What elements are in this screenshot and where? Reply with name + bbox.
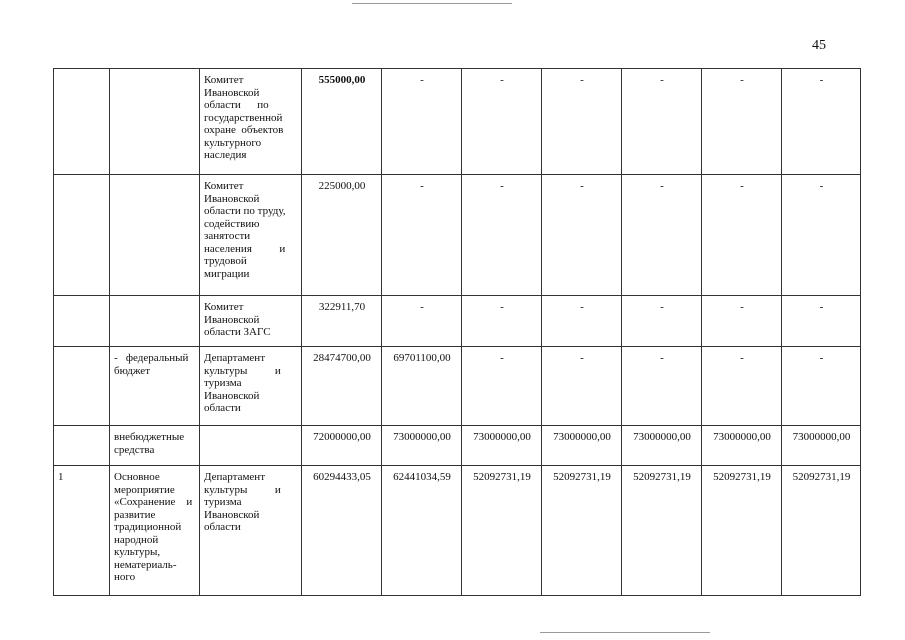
responsible-line: Ивановской [204, 389, 260, 402]
responsible-line: области [204, 521, 241, 533]
value-cell-year-6: - [702, 296, 782, 347]
value-cell-year-4: 52092731,19 [542, 466, 622, 596]
value-cell-year-2: - [382, 175, 462, 296]
row-number-cell [54, 175, 110, 296]
value-cell-year-6: - [702, 69, 782, 175]
value-cell-year-4: - [542, 175, 622, 296]
value-cell-year-7: - [782, 347, 861, 426]
bottom-scan-line [540, 632, 710, 633]
responsible-line: содействию [204, 217, 260, 230]
top-scan-line [352, 3, 512, 4]
responsible-line: Ивановской [204, 313, 260, 326]
item-name-cell [110, 69, 200, 175]
responsible-line: занятости [204, 230, 251, 242]
responsible-line: Комитет [204, 301, 244, 313]
responsible-line: туризма [204, 496, 242, 508]
item-name-cell [110, 175, 200, 296]
value-cell-year-7: - [782, 69, 861, 175]
value-cell-year-7: - [782, 175, 861, 296]
value-cell-year-1: 225000,00 [302, 175, 382, 296]
item-name-line: нематериаль- [114, 558, 177, 571]
responsible-cell [200, 466, 302, 596]
item-name-cell [110, 296, 200, 347]
value-cell-year-1: 72000000,00 [302, 426, 382, 466]
value-cell-year-3: - [462, 347, 542, 426]
table-body [54, 69, 861, 596]
responsible-cell [200, 175, 302, 296]
table-row [54, 426, 861, 466]
responsible-line: трудовой [204, 255, 247, 267]
table-row [54, 296, 861, 347]
value-cell-year-7: 73000000,00 [782, 426, 861, 466]
value-cell-year-6: - [702, 347, 782, 426]
value-cell-year-2: - [382, 296, 462, 347]
value-cell-year-6: 73000000,00 [702, 426, 782, 466]
responsible-line: Департамент [204, 352, 266, 364]
row-number-cell [54, 296, 110, 347]
responsible-line: области по труду, [204, 205, 286, 217]
responsible-line: области по [204, 99, 269, 111]
value-cell-year-1: 60294433,05 [302, 466, 382, 596]
responsible-cell [200, 69, 302, 175]
responsible-line: Ивановской [204, 86, 260, 99]
item-name-line: народной [114, 533, 159, 546]
item-name-line: «Сохранение и [114, 496, 193, 508]
item-name-line: внебюджетные [114, 431, 185, 443]
value-cell-year-5: 52092731,19 [622, 466, 702, 596]
item-name-line: мероприятие [114, 483, 175, 496]
value-cell-year-4: - [542, 347, 622, 426]
item-name-line: Основное [114, 471, 160, 483]
value-cell-year-4: - [542, 296, 622, 347]
value-cell-year-1: 555000,00 [302, 69, 382, 175]
row-number-cell [54, 426, 110, 466]
value-cell-year-5: - [622, 347, 702, 426]
responsible-line: Комитет [204, 74, 244, 86]
value-cell-year-3: - [462, 69, 542, 175]
responsible-line: наследия [204, 149, 247, 161]
item-name-line: бюджет [114, 364, 150, 377]
responsible-line: области ЗАГС [204, 326, 271, 338]
responsible-line: населения и [204, 242, 286, 255]
value-cell-year-5: 73000000,00 [622, 426, 702, 466]
responsible-line: туризма [204, 377, 242, 389]
value-cell-year-1: 28474700,00 [302, 347, 382, 426]
value-cell-year-2: - [382, 69, 462, 175]
table-row [54, 175, 861, 296]
value-cell-year-7: - [782, 296, 861, 347]
responsible-line: Ивановской [204, 508, 260, 521]
table-row [54, 69, 861, 175]
item-name-cell [110, 347, 200, 426]
responsible-cell [200, 347, 302, 426]
value-cell-year-3: 73000000,00 [462, 426, 542, 466]
responsible-cell [200, 426, 302, 466]
row-number-cell: 1 [54, 466, 110, 596]
value-cell-year-6: 52092731,19 [702, 466, 782, 596]
item-name-line: культуры, [114, 546, 161, 558]
value-cell-year-1: 322911,70 [302, 296, 382, 347]
responsible-line: миграции [204, 267, 250, 280]
value-cell-year-5: - [622, 296, 702, 347]
value-cell-year-5: - [622, 175, 702, 296]
value-cell-year-3: - [462, 296, 542, 347]
table-row [54, 466, 861, 596]
value-cell-year-4: - [542, 69, 622, 175]
value-cell-year-2: 73000000,00 [382, 426, 462, 466]
item-name-line: развитие [114, 508, 156, 521]
value-cell-year-7: 52092731,19 [782, 466, 861, 596]
value-cell-year-2: 69701100,00 [382, 347, 462, 426]
item-name-cell [110, 466, 200, 596]
responsible-line: Департамент [204, 471, 266, 483]
item-name-line: - федеральный [114, 352, 189, 364]
value-cell-year-4: 73000000,00 [542, 426, 622, 466]
item-name-line: ного [114, 571, 136, 583]
budget-table [53, 68, 861, 596]
item-name-line: средства [114, 443, 155, 456]
responsible-cell [200, 296, 302, 347]
page-number: 45 [812, 38, 826, 53]
item-name-line: традиционной [114, 521, 182, 533]
responsible-line: культуры и [204, 364, 281, 377]
item-name-cell [110, 426, 200, 466]
responsible-line: Ивановской [204, 192, 260, 205]
row-number-cell [54, 69, 110, 175]
value-cell-year-3: 52092731,19 [462, 466, 542, 596]
responsible-line: культуры и [204, 483, 281, 496]
responsible-line: государственной [204, 111, 283, 124]
responsible-line: области [204, 402, 241, 414]
value-cell-year-3: - [462, 175, 542, 296]
value-cell-year-6: - [702, 175, 782, 296]
table-row [54, 347, 861, 426]
value-cell-year-5: - [622, 69, 702, 175]
responsible-line: культурного [204, 136, 262, 149]
responsible-line: Комитет [204, 180, 244, 192]
row-number-cell [54, 347, 110, 426]
value-cell-year-2: 62441034,59 [382, 466, 462, 596]
responsible-line: охране объектов [204, 124, 284, 136]
